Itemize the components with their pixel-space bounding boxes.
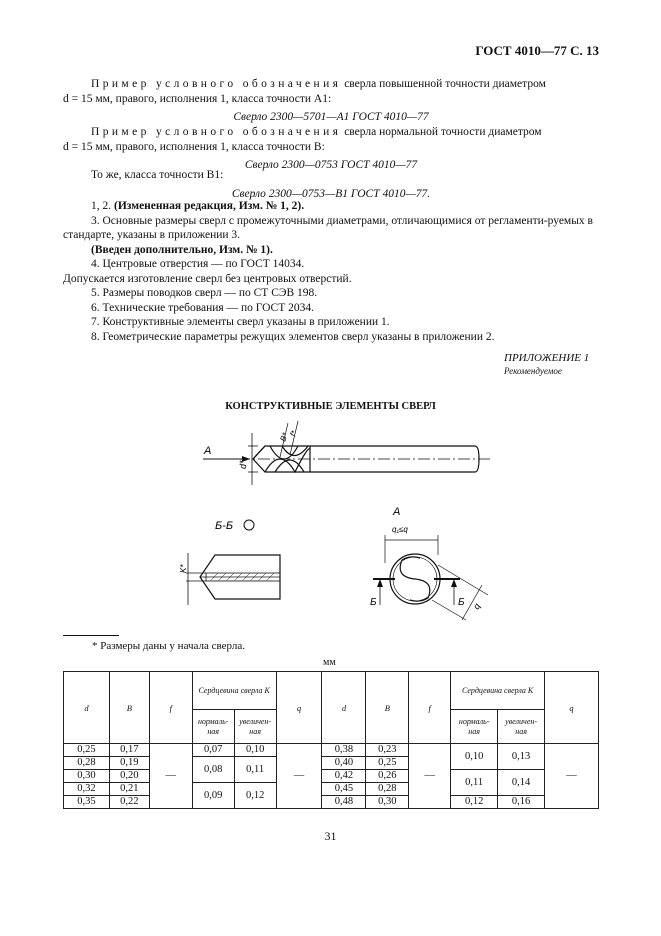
- col-core-normal: нормаль-ная: [192, 710, 234, 744]
- appendix-subtitle: Рекомендуемое: [504, 366, 562, 376]
- section-label: Б-Б: [215, 520, 233, 532]
- table-row: 0,32 0,21 0,09 0,12 0,45 0,28: [64, 783, 599, 796]
- col-f: f: [149, 672, 192, 744]
- numbered-items: 1, 2. (Измененная редакция, Изм. № 1, 2). 3. Основные размеры сверл с промежуточными диаметрами, отличающимися от регламенти-руемых в стандарте, указаны в приложении 3. (Введен дополнительно, Изм. № 1). 4. Центровые отверстия — по ГОСТ 14034. Допускается изготовление сверл без центровых отверстий. 5. Размеры поводков сверл — по СТ СЭВ 198. 6. Технические требования — по ГОСТ 2034. 7. Конструктивные элементы сверл указаны в приложении 1. 8. Геометрические параметры режущих элементов сверл указаны в приложении 2.: [63, 200, 593, 343]
- spaced-text: Пример условного обозначения: [91, 78, 342, 90]
- table-row: 0,25 0,17 — 0,07 0,10 — 0,38 0,23 — 0,10 0,13 —: [64, 744, 599, 757]
- col-b: B: [109, 672, 149, 744]
- appendix-heading: КОНСТРУКТИВНЫЕ ЭЛЕМЕНТЫ СВЕРЛ: [225, 401, 436, 412]
- designation-example: Сверло 2300—0753—В1 ГОСТ 4010—77.: [231, 187, 431, 200]
- page-header: ГОСТ 4010—77 С. 13: [475, 43, 599, 58]
- col-core-increased: увеличен-ная: [234, 710, 276, 744]
- paragraph-example-3: То же, класса точности В1: Сверло 2300—0753—В1 ГОСТ 4010—77.: [63, 168, 599, 201]
- page-number: 31: [324, 829, 337, 843]
- dimensions-table: [63, 671, 599, 809]
- col-core-increased-2: увеличен-ная: [498, 710, 545, 744]
- drill-drawing: [170, 415, 520, 635]
- dim-f-label: f*: [288, 429, 299, 438]
- view-a-drawing: [373, 535, 488, 620]
- col-b-2: B: [366, 672, 409, 744]
- section-symbol: [244, 520, 254, 530]
- section-mark-right: Б: [458, 597, 465, 608]
- section-mark-left: Б: [370, 597, 377, 608]
- dim-b-label: B*: [278, 431, 290, 443]
- footnote-rule: [63, 635, 119, 636]
- col-d-2: d: [322, 672, 366, 744]
- table-unit: мм: [323, 657, 336, 668]
- section-view: [186, 553, 280, 605]
- col-core: Сердцевина сверла K: [192, 672, 276, 710]
- table-row: 0,30 0,20 0,42 0,26 0,11 0,14: [64, 770, 599, 783]
- table-row: 0,28 0,19 0,08 0,11 0,40 0,25: [64, 757, 599, 770]
- designation-example: Сверло 2300—0753 ГОСТ 4010—77: [244, 159, 418, 171]
- dim-d-label: d*: [238, 460, 248, 469]
- arrow-a-label: А: [204, 445, 212, 457]
- col-f-2: f: [409, 672, 451, 744]
- paragraph-example-1: Пример условного обозначения сверла повышенной точности диаметром d = 15 мм, правого, исполнения 1, класса точности А1: Сверло 2300—5701—А1 ГОСТ 4010—77: [63, 77, 599, 125]
- appendix-title: ПРИЛОЖЕНИЕ 1: [504, 352, 590, 364]
- dim-k-label: K*: [179, 564, 188, 573]
- col-q-2: q: [545, 672, 599, 744]
- paragraph-example-2: Пример условного обозначения сверла нормальной точности диаметром d = 15 мм, правого, исполнения 1, класса точности В: Сверло 2300—0753 ГОСТ 4010—77: [63, 125, 599, 173]
- col-core-2: Сердцевина сверла K: [451, 672, 545, 710]
- dim-q1q-label: q₁≤q: [392, 525, 408, 534]
- dim-q-label: q: [471, 601, 483, 611]
- col-d: d: [64, 672, 110, 744]
- footnote: * Размеры даны у начала сверла.: [92, 640, 246, 652]
- designation-example: Сверло 2300—5701—А1 ГОСТ 4010—77: [233, 111, 429, 123]
- table-row: 0,35 0,22 0,48 0,30 0,12 0,16: [64, 796, 599, 809]
- col-core-normal-2: нормаль-ная: [451, 710, 498, 744]
- view-a-label: А: [393, 506, 401, 518]
- col-q: q: [276, 672, 322, 744]
